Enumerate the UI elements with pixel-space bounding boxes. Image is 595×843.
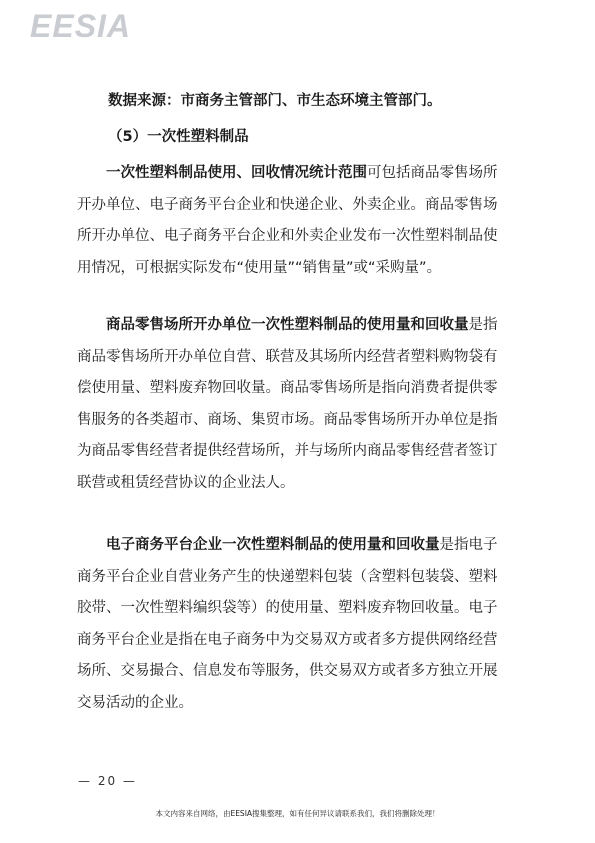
paragraph-line: 场所、交易撮合、信息发布等服务，供交易双方或者多方独立开展	[77, 663, 498, 679]
paragraph-scope-bold: 一次性塑料制品使用、回收情况统计范围	[106, 165, 367, 181]
page-number: — 20 —	[78, 774, 137, 788]
paragraph-line: 是指电子	[439, 537, 498, 553]
paragraph-line: 胶带、一次性塑料编织袋等）的使用量、塑料废弃物回收量。电子	[77, 600, 498, 616]
paragraph-line: 是指	[468, 317, 498, 333]
paragraph-retail-bold: 商品零售场所开办单位一次性塑料制品的使用量和回收量	[106, 317, 469, 333]
section-heading: （5）一次性塑料制品	[108, 129, 249, 145]
paragraph-line: 偿使用量、塑料废弃物回收量。商品零售场所是指向消费者提供零	[77, 380, 498, 396]
paragraph-line: 为商品零售经营者提供经营场所，并与场所内商品零售经营者签订	[77, 443, 498, 459]
paragraph-line: 商品零售场所开办单位自营、联营及其场所内经营者塑料购物袋有	[77, 348, 498, 365]
eesia-logo: EESIA	[30, 8, 132, 44]
paragraph-ecommerce	[77, 530, 523, 719]
footer-disclaimer: 本文内容来自网络，由EESIA搜集整理，如有任何异议请联系我们，我们将删除处理！	[155, 809, 440, 818]
paragraph-line: 交易活动的企业。	[77, 694, 193, 711]
paragraph-line: 商务平台企业是指在电子商务中为交易双方或者多方提供网络经营	[77, 631, 498, 648]
paragraph-line: 所开办单位、电子商务平台企业和外卖企业发布一次性塑料制品使	[77, 228, 498, 244]
paragraph-ecommerce-bold: 电子商务平台企业一次性塑料制品的使用量和回收量	[106, 537, 440, 553]
paragraph-line: 联营或租赁经营协议的企业法人。	[77, 474, 295, 491]
paragraph-scope	[77, 158, 523, 284]
paragraph-line: 商务平台企业自营业务产生的快递塑料包装（含塑料包装袋、塑料	[77, 568, 498, 585]
paragraph-line: 开办单位、电子商务平台企业和快递企业、外卖企业。商品零售场	[77, 196, 498, 213]
paragraph-line: 售服务的各类超市、商场、集贸市场。商品零售场所开办单位是指	[77, 411, 498, 428]
paragraph-line: 可包括商品零售场所	[367, 165, 498, 181]
data-source-line: 数据来源：市商务主管部门、市生态环境主管部门。	[108, 93, 442, 109]
paragraph-line: 用情况，可根据实际发布“使用量”“销售量”或“采购量”。	[77, 259, 442, 276]
paragraph-retail	[77, 310, 523, 499]
